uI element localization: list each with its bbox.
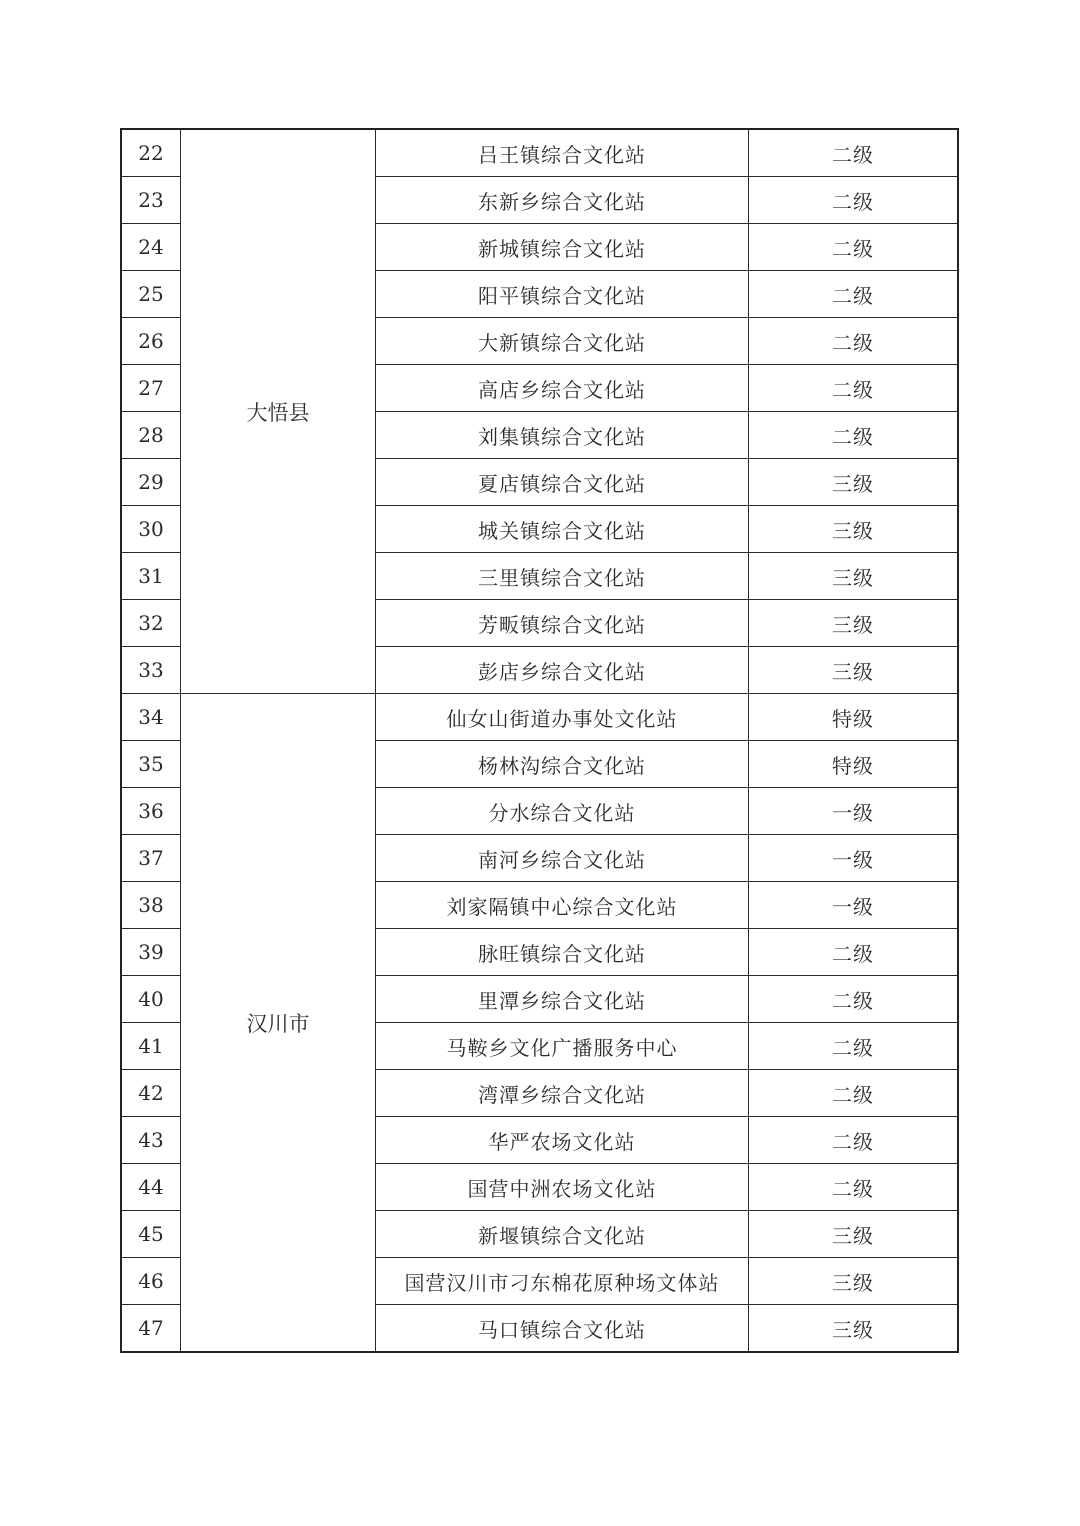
grade-cell: 一级: [749, 835, 959, 882]
row-number-cell: 35: [121, 741, 181, 788]
station-name-cell: 彭店乡综合文化站: [376, 647, 749, 694]
grade-cell: 二级: [749, 929, 959, 976]
row-number-cell: 26: [121, 318, 181, 365]
station-name-cell: 芳畈镇综合文化站: [376, 600, 749, 647]
row-number-cell: 24: [121, 224, 181, 271]
table-body: [121, 129, 958, 1352]
station-name-cell: 东新乡综合文化站: [376, 177, 749, 224]
station-name-cell: 刘集镇综合文化站: [376, 412, 749, 459]
station-name-cell: 分水综合文化站: [376, 788, 749, 835]
region-cell: 汉川市: [181, 694, 376, 1353]
station-name-cell: 仙女山街道办事处文化站: [376, 694, 749, 741]
station-name-cell: 南河乡综合文化站: [376, 835, 749, 882]
row-number-cell: 28: [121, 412, 181, 459]
grade-cell: 二级: [749, 976, 959, 1023]
grade-cell: 三级: [749, 1258, 959, 1305]
table-row: [121, 694, 958, 741]
station-name-cell: 大新镇综合文化站: [376, 318, 749, 365]
grade-cell: 二级: [749, 1070, 959, 1117]
row-number-cell: 43: [121, 1117, 181, 1164]
grade-cell: 特级: [749, 694, 959, 741]
row-number-cell: 37: [121, 835, 181, 882]
row-number-cell: 32: [121, 600, 181, 647]
station-name-cell: 国营汉川市刁东棉花原种场文体站: [376, 1258, 749, 1305]
grade-cell: 一级: [749, 882, 959, 929]
row-number-cell: 47: [121, 1305, 181, 1353]
grade-cell: 二级: [749, 318, 959, 365]
grade-cell: 一级: [749, 788, 959, 835]
grade-cell: 二级: [749, 271, 959, 318]
station-name-cell: 阳平镇综合文化站: [376, 271, 749, 318]
station-name-cell: 新堰镇综合文化站: [376, 1211, 749, 1258]
station-name-cell: 马口镇综合文化站: [376, 1305, 749, 1353]
grade-cell: 二级: [749, 1164, 959, 1211]
grade-cell: 三级: [749, 553, 959, 600]
row-number-cell: 27: [121, 365, 181, 412]
row-number-cell: 46: [121, 1258, 181, 1305]
grade-cell: 二级: [749, 177, 959, 224]
culture-station-table: [120, 128, 959, 1353]
row-number-cell: 40: [121, 976, 181, 1023]
station-name-cell: 吕王镇综合文化站: [376, 129, 749, 177]
grade-cell: 三级: [749, 1211, 959, 1258]
station-name-cell: 三里镇综合文化站: [376, 553, 749, 600]
grade-cell: 二级: [749, 224, 959, 271]
grade-cell: 二级: [749, 1117, 959, 1164]
row-number-cell: 31: [121, 553, 181, 600]
station-name-cell: 国营中洲农场文化站: [376, 1164, 749, 1211]
station-name-cell: 刘家隔镇中心综合文化站: [376, 882, 749, 929]
station-name-cell: 杨林沟综合文化站: [376, 741, 749, 788]
row-number-cell: 22: [121, 129, 181, 177]
station-name-cell: 夏店镇综合文化站: [376, 459, 749, 506]
station-name-cell: 新城镇综合文化站: [376, 224, 749, 271]
region-cell: 大悟县: [181, 129, 376, 694]
grade-cell: 三级: [749, 647, 959, 694]
row-number-cell: 23: [121, 177, 181, 224]
station-name-cell: 脉旺镇综合文化站: [376, 929, 749, 976]
row-number-cell: 25: [121, 271, 181, 318]
grade-cell: 三级: [749, 459, 959, 506]
grade-cell: 二级: [749, 1023, 959, 1070]
station-name-cell: 湾潭乡综合文化站: [376, 1070, 749, 1117]
grade-cell: 三级: [749, 600, 959, 647]
row-number-cell: 34: [121, 694, 181, 741]
station-name-cell: 马鞍乡文化广播服务中心: [376, 1023, 749, 1070]
grade-cell: 三级: [749, 506, 959, 553]
row-number-cell: 36: [121, 788, 181, 835]
row-number-cell: 38: [121, 882, 181, 929]
station-name-cell: 里潭乡综合文化站: [376, 976, 749, 1023]
station-name-cell: 城关镇综合文化站: [376, 506, 749, 553]
row-number-cell: 33: [121, 647, 181, 694]
station-name-cell: 高店乡综合文化站: [376, 365, 749, 412]
row-number-cell: 29: [121, 459, 181, 506]
row-number-cell: 44: [121, 1164, 181, 1211]
grade-cell: 二级: [749, 129, 959, 177]
grade-cell: 二级: [749, 365, 959, 412]
row-number-cell: 39: [121, 929, 181, 976]
grade-cell: 三级: [749, 1305, 959, 1353]
grade-cell: 特级: [749, 741, 959, 788]
station-name-cell: 华严农场文化站: [376, 1117, 749, 1164]
table-row: [121, 129, 958, 177]
grade-cell: 二级: [749, 412, 959, 459]
row-number-cell: 41: [121, 1023, 181, 1070]
row-number-cell: 42: [121, 1070, 181, 1117]
row-number-cell: 45: [121, 1211, 181, 1258]
row-number-cell: 30: [121, 506, 181, 553]
